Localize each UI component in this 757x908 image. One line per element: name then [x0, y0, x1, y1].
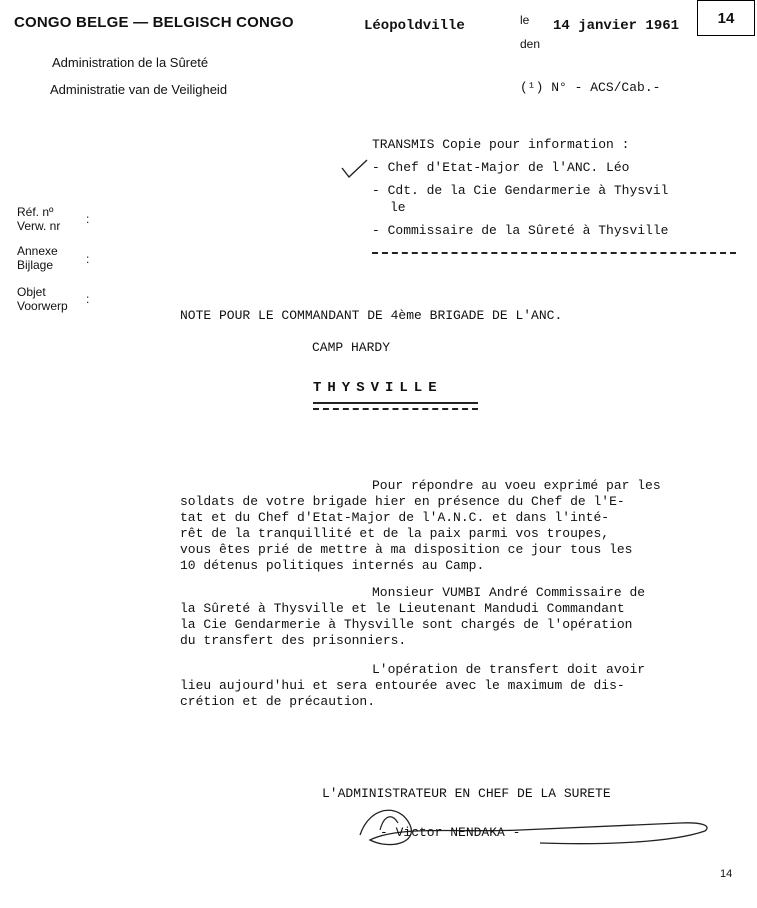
- note-addressee: NOTE POUR LE COMMANDANT DE 4ème BRIGADE DE L'ANC.: [180, 308, 563, 323]
- place-of-writing: Léopoldville: [364, 18, 465, 34]
- body-line: vous êtes prié de mettre à ma disposition ce jour tous les: [180, 542, 633, 557]
- recipient-item-continuation: le: [390, 200, 406, 215]
- body-line: L'opération de transfert doit avoir: [372, 662, 646, 677]
- date-prefix-nl: den: [520, 37, 541, 51]
- page-number-box: 14: [697, 0, 755, 36]
- letterhead-title: CONGO BELGE — BELGISCH CONGO: [14, 14, 294, 31]
- administration-name-fr: Administration de la Sûreté: [52, 55, 209, 70]
- label-colon: :: [86, 212, 90, 226]
- body-line: la Sûreté à Thysville et le Lieutenant Mandudi Commandant: [180, 601, 625, 616]
- annex-label: Annexe Bijlage: [17, 244, 58, 272]
- body-line: rêt de la tranquillité et de la paix parmi vos troupes,: [180, 526, 610, 541]
- label-colon: :: [86, 252, 90, 266]
- label-colon: :: [86, 292, 90, 306]
- administration-name-nl: Administratie van de Veiligheid: [50, 82, 228, 97]
- body-line: Pour répondre au voeu exprimé par les: [372, 478, 661, 493]
- city-underline: [313, 402, 478, 404]
- city-name: THYSVILLE: [313, 380, 443, 396]
- signatory-title: L'ADMINISTRATEUR EN CHEF DE LA SURETE: [322, 786, 611, 801]
- body-line: soldats de votre brigade hier en présence du Chef de l'E-: [180, 494, 625, 509]
- recipient-item: - Chef d'Etat-Major de l'ANC. Léo: [372, 160, 630, 175]
- body-line: 10 détenus politiques internés au Camp.: [180, 558, 485, 573]
- camp-name: CAMP HARDY: [312, 340, 391, 355]
- page-number: 14: [720, 868, 733, 880]
- body-line: tat et du Chef d'Etat-Major de l'A.N.C. et dans l'inté-: [180, 510, 610, 525]
- check-mark-icon: [340, 158, 370, 180]
- subject-label: Objet Voorwerp: [17, 285, 68, 313]
- reference-label: Réf. nº Verw. nr: [17, 205, 61, 233]
- date-prefix-fr: le: [520, 13, 530, 27]
- body-line: la Cie Gendarmerie à Thysville sont chargés de l'opération: [180, 617, 633, 632]
- recipient-item: - Commissaire de la Sûreté à Thysville: [372, 223, 669, 238]
- transmission-divider: [372, 252, 736, 254]
- recipient-item: - Cdt. de la Cie Gendarmerie à Thysvil: [372, 183, 669, 198]
- document-date: 14 janvier 1961: [553, 18, 680, 34]
- signatory-name: - Victor NENDAKA -: [380, 825, 521, 840]
- city-underline-dashed: [313, 408, 478, 410]
- body-line: du transfert des prisonniers.: [180, 633, 407, 648]
- reference-number: (¹) N° - ACS/Cab.-: [520, 80, 661, 95]
- body-line: Monsieur VUMBI André Commissaire de: [372, 585, 646, 600]
- transmission-heading: TRANSMIS Copie pour information :: [372, 137, 630, 152]
- body-line: crétion et de précaution.: [180, 694, 376, 709]
- body-line: lieu aujourd'hui et sera entourée avec le maximum de dis-: [180, 678, 625, 693]
